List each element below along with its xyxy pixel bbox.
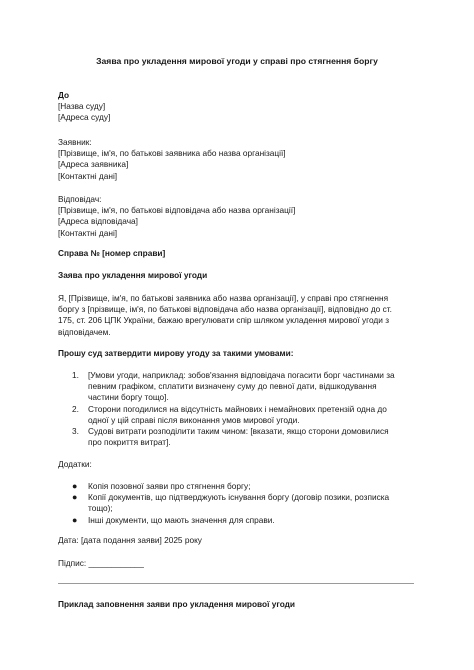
condition-line: частини боргу тощо]. (88, 392, 169, 403)
intro-paragraph (58, 293, 392, 338)
condition-line: Сторони погодилися на відсутність майнових і немайнових претензій одна до (88, 403, 387, 414)
applicant-name: [Прізвище, ім'я, по батькові заявника або назва організації] (58, 148, 286, 159)
horizontal-divider (58, 583, 414, 584)
intro-line: 175, ст. 206 ЦПК України, бажаю врегулювати спір шляком укладення мирової угоди з (58, 315, 390, 326)
attachment-item (72, 481, 389, 492)
condition-line: одної у цій справі після виконання умов мирової угоди. (88, 414, 300, 425)
bullet-icon: ● (72, 492, 78, 503)
bullet-icon: ● (72, 514, 78, 525)
applicant-heading: Заявник: (58, 137, 92, 147)
intro-line: Я, [Прізвище, ім'я, по батькові заявника або назва організації], у справі про стягнення (58, 293, 389, 303)
condition-line: про покриття витрат]. (88, 437, 171, 448)
example-heading: Приклад заповнення заяви про укладення мирової угоди (58, 599, 296, 609)
respondent-block (58, 194, 295, 239)
attachment-line: Інші документи, що мають значення для справи. (88, 514, 275, 525)
condition-line: [Умови угоди, наприклад: зобов'язання відповідача погасити борг частинами за (88, 370, 395, 380)
attachments-heading: Додатки: (58, 459, 92, 469)
condition-number: 1. (72, 370, 79, 380)
applicant-contacts: [Контактні дані] (58, 170, 118, 181)
subheading: Заява про укладення мирової угоди (58, 270, 208, 280)
respondent-heading: Відповідач: (58, 194, 102, 204)
condition-number: 3. (72, 426, 79, 437)
applicant-block (58, 137, 286, 182)
condition-item (72, 426, 395, 448)
attachment-item (72, 492, 389, 514)
bullet-icon: ● (72, 481, 78, 491)
condition-item (72, 404, 395, 426)
intro-line: боргу з [прізвище, ім'я, по батькові відповідача або назва організації], відповідно до ст. (58, 304, 392, 315)
court-address: [Адреса суду] (58, 112, 111, 123)
court-name: [Назва суду] (58, 101, 106, 112)
respondent-contacts: [Контактні дані] (58, 227, 118, 238)
signature-line: Підпис: ____________ (58, 558, 144, 568)
attachment-item (72, 515, 389, 526)
applicant-address: [Адреса заявника] (58, 159, 129, 170)
condition-item (72, 370, 395, 404)
request-heading: Прошу суд затвердити мирову угоду за такими умовами: (58, 348, 294, 358)
condition-line: Судові витрати розподілити таким чином: [вказати, якщо сторони домовилися (88, 426, 389, 437)
respondent-name: [Прізвище, ім'я, по батькові відповідача або назва організації] (58, 205, 296, 216)
attachment-line: Копії документів, що підтверджують існування боргу (договір позики, розписка (88, 492, 390, 503)
condition-number: 2. (72, 403, 79, 414)
addressee-heading: До (58, 90, 70, 100)
date-line: Дата: [дата подання заяви] 2025 року (58, 535, 202, 545)
intro-line: відповідачем. (58, 326, 111, 337)
respondent-address: [Адреса відповідача] (58, 216, 138, 227)
case-number: Справа № [номер справи] (58, 248, 166, 258)
addressee-block (58, 90, 110, 124)
condition-line: певним графіком, сплатити визначену суму до певної дати, відшкодування (88, 381, 377, 392)
conditions-list (72, 370, 395, 448)
document-title: Заява про укладення мирової угоди у справі про стягнення боргу (96, 56, 378, 66)
attachment-line: Копія позовної заяви про стягнення боргу; (88, 481, 251, 491)
attachments-list (72, 481, 389, 526)
attachment-line: тощо); (88, 503, 113, 514)
